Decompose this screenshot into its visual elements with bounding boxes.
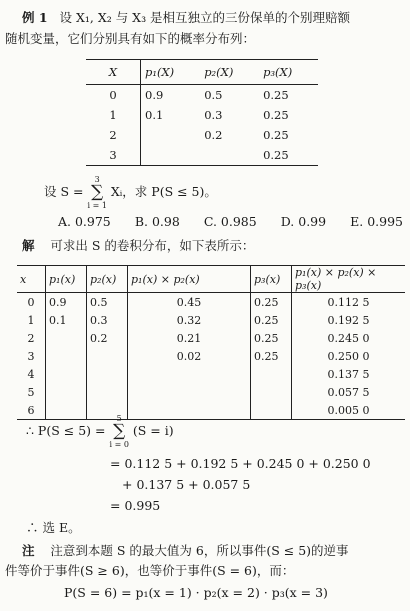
answer-options (58, 214, 403, 230)
table-cell: 0.5 (204, 88, 223, 102)
problem-line-1: 设 X₁, X₂ 与 X₃ 是相互独立的三份保单的个别理赔额 (59, 10, 351, 25)
table-cell: 0.21 (128, 329, 251, 347)
table-cell: 0.25 (251, 347, 292, 365)
question-statement (44, 175, 217, 210)
note-line-3: P(S = 6) = p₁(x = 1) · p₂(x = 2) · p₃(x = 3) (64, 585, 328, 600)
sum-upper-limit: 3 (94, 175, 100, 184)
table-row (17, 293, 405, 312)
table-cell: 0.45 (128, 293, 251, 312)
option-d: D. 0.99 (280, 214, 327, 229)
table-cell (251, 401, 292, 420)
table-cell: 0.25 (263, 88, 289, 102)
table-cell (46, 347, 87, 365)
problem-line-2: 随机变量，它们分别具有如下的概率分布列： (5, 31, 256, 46)
table-header: X (86, 60, 141, 85)
table-cell: 0.02 (128, 347, 251, 365)
sum-symbol (109, 414, 128, 449)
table-cell: 0.32 (128, 311, 251, 329)
table-cell (141, 125, 201, 145)
option-e: E. 0.995 (350, 214, 403, 229)
note-line-2: 件等价于事件(S ≥ 6)，也等价于事件(S = 6)，而： (5, 563, 295, 578)
solution-intro (22, 238, 254, 254)
table-row (86, 145, 318, 166)
derivation-line-3: + 0.137 5 + 0.057 5 (122, 477, 251, 492)
table-cell (251, 365, 292, 383)
table-cell (46, 365, 87, 383)
derivation-line-4: = 0.995 (110, 498, 161, 513)
table-row (17, 311, 405, 329)
table-header: p₂(X) (200, 60, 259, 85)
table-cell: 0 (86, 85, 141, 106)
derivation-line-2: = 0.112 5 + 0.192 5 + 0.245 0 + 0.250 0 (110, 456, 371, 471)
table-cell: 0.5 (87, 293, 128, 312)
table-row (86, 85, 318, 106)
table-cell: 0.2 (87, 329, 128, 347)
example-statement (22, 10, 350, 26)
note-text-1: 注意到本题 S 的最大值为 6，所以事件(S ≤ 5)的逆事 (50, 543, 349, 558)
table-header: p₁(x) × p₂(x) × p₃(x) (292, 266, 406, 293)
table-row (86, 105, 318, 125)
table-row (17, 329, 405, 347)
option-a: A. 0.975 (58, 214, 111, 229)
example-label: 例 1 (22, 10, 48, 25)
table-cell: 0.25 (259, 145, 318, 166)
table-cell: 0.1 (145, 108, 164, 122)
table-header: x (17, 266, 46, 293)
probability-table (86, 59, 318, 166)
table-cell: 0.25 (263, 128, 289, 142)
table-cell: 0.250 0 (327, 349, 370, 363)
table-header: p₁(x) × p₂(x) (128, 266, 251, 293)
table-cell: 0.3 (204, 108, 223, 122)
table-cell (141, 145, 201, 166)
convolution-table (17, 265, 405, 420)
table-cell: 0.057 5 (327, 385, 370, 399)
table-cell: 0.25 (251, 293, 292, 312)
table-header: p₃(X) (259, 60, 318, 85)
table-cell (87, 383, 128, 401)
table-cell: 3 (17, 347, 46, 365)
sum-upper-limit: 5 (116, 414, 122, 423)
table-cell: 0.25 (263, 108, 289, 122)
table-cell (251, 383, 292, 401)
table-row (17, 347, 405, 365)
table-header-row (17, 266, 405, 293)
table-row (17, 383, 405, 401)
table-cell (128, 383, 251, 401)
table-cell: 0.9 (145, 88, 164, 102)
table-cell: 0.245 0 (327, 331, 370, 345)
table-cell: 0.25 (251, 311, 292, 329)
table-cell: 0.005 0 (292, 401, 406, 420)
table-cell: 0.2 (204, 128, 223, 142)
table-cell: 0.192 5 (327, 313, 370, 327)
table-cell: 1 (86, 105, 141, 125)
note-label: 注 (22, 543, 35, 558)
table-cell (46, 383, 87, 401)
table-cell (200, 145, 259, 166)
table-cell: 0.112 5 (327, 295, 370, 309)
sum-symbol (87, 175, 106, 210)
option-b: B. 0.98 (134, 214, 180, 229)
derivation-lhs: ∴ P(S ≤ 5) = (26, 423, 106, 438)
table-header: p₃(x) (251, 266, 292, 293)
table-header-row (86, 60, 318, 85)
derivation-line-1 (26, 414, 174, 449)
table-cell: 0.25 (251, 329, 292, 347)
table-cell: 3 (86, 145, 141, 166)
table-cell: 1 (17, 311, 46, 329)
table-cell (128, 365, 251, 383)
table-cell (87, 365, 128, 383)
derivation-sum-body: (S = i) (132, 423, 174, 438)
sum-lower-limit: i = 1 (87, 201, 107, 210)
table-cell: 0.3 (87, 311, 128, 329)
sum-lower-limit: i = 0 (109, 440, 129, 449)
table-cell: 0.9 (46, 293, 87, 312)
table-cell (87, 347, 128, 365)
question-suffix: Xᵢ，求 P(S ≤ 5)。 (110, 184, 217, 199)
table-cell: 5 (17, 383, 46, 401)
table-cell: 4 (17, 365, 46, 383)
table-cell: 2 (17, 329, 46, 347)
table-header: p₂(x) (87, 266, 128, 293)
table-cell (46, 329, 87, 347)
table-cell: 6 (17, 401, 46, 420)
table-cell: 0.1 (46, 311, 87, 329)
question-prefix: 设 S = (44, 184, 84, 199)
sigma-glyph: ∑ (113, 421, 126, 441)
option-c: C. 0.985 (203, 214, 257, 229)
table-row (86, 125, 318, 145)
sigma-glyph: ∑ (91, 182, 104, 202)
table-cell: 0 (17, 293, 46, 312)
table-header: p₁(x) (46, 266, 87, 293)
conclusion: ∴ 选 E。 (26, 520, 81, 535)
note-line-1 (22, 543, 349, 559)
solution-label: 解 (22, 238, 35, 253)
table-header: p₁(X) (141, 60, 201, 85)
table-row (17, 365, 405, 383)
table-cell: 0.137 5 (327, 367, 370, 381)
table-cell: 2 (86, 125, 141, 145)
solution-text: 可求出 S 的卷积分布，如下表所示： (50, 238, 255, 253)
